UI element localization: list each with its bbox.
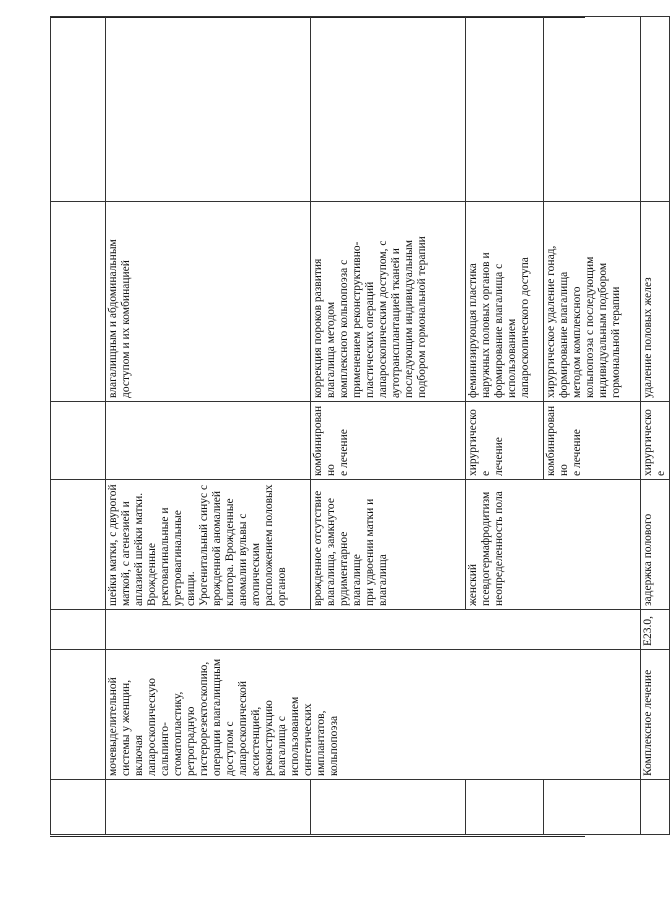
cell xyxy=(641,780,670,835)
cell-treatment-type xyxy=(641,402,670,480)
cell-diagnosis xyxy=(106,480,311,610)
description-text: феминизирующая пластика наружных половых органов и формирование влагалища с использованием лапароскопического доступа xyxy=(467,252,531,398)
diagnosis-text: шейки матки, с двурогой маткой, с агенезией и аплазией шейки матки. Врожденные ректовагинальные и уретровагинальные свищи. Урогенитальный синус с врожденной аномалией клитора. Врожденные аномалии вульвы с атопическим расположением половых органов xyxy=(107,484,288,606)
cell-description xyxy=(311,202,466,402)
treatment-type-text: хирургическое xyxy=(642,409,667,476)
diagnosis-text: врожденное отсутствие влагалища, замкнутое рудиментарное влагалище при удвоении матки и влагалища xyxy=(312,490,389,606)
cell xyxy=(51,402,106,480)
cell-description xyxy=(641,202,670,402)
diagnosis-text: женский псевдогермафродитизм неопределенность пола xyxy=(467,491,505,606)
method-text: мочевыделительной системы у женщин, включая лапароскопическую сальпинго- стоматопластику, ретроградную гистерорезектоскопию, операции влагалищным доступом с лапароскопической ассистенцией, реконструкцию влагалища с использованием синтетических имплантатов, кольпопоэза xyxy=(107,658,340,776)
cell-method xyxy=(106,650,641,780)
cell xyxy=(311,780,466,835)
cell-blank xyxy=(106,17,311,202)
cell xyxy=(466,780,544,835)
description-text: влагалищным и абдоминальным доступом и их комбинацией xyxy=(107,239,132,398)
cell-diagnosis xyxy=(466,480,641,610)
diagnosis-text: задержка полового xyxy=(642,513,654,606)
cell xyxy=(51,780,106,835)
cell-treatment-type xyxy=(544,402,641,480)
description-text: хирургическое удаление гонад, формирование влагалища методом комплексного кольпопоэза с последующим индивидуальным подбором гормональной терапии xyxy=(545,245,622,398)
table-row-section4 xyxy=(641,17,670,835)
code-text: E23.0, xyxy=(642,615,654,646)
cell-blank xyxy=(641,17,670,202)
cell-method xyxy=(641,650,670,780)
cell-code xyxy=(641,610,670,650)
treatment-table xyxy=(50,16,670,835)
cell-code xyxy=(106,610,641,650)
cell-description xyxy=(544,202,641,402)
table-row-top-blank xyxy=(51,17,106,835)
cell-description xyxy=(106,202,311,402)
cell-diagnosis xyxy=(311,480,466,610)
cell xyxy=(51,480,106,610)
cell xyxy=(51,202,106,402)
cell-description xyxy=(466,202,544,402)
cell xyxy=(51,610,106,650)
cell xyxy=(51,650,106,780)
rotated-table-container xyxy=(50,17,667,835)
treatment-type-text: комбинированно е лечение xyxy=(312,405,350,476)
table-row-section1 xyxy=(106,17,311,835)
cell-blank xyxy=(466,17,544,202)
method-text: Комплексное лечение xyxy=(642,669,654,776)
description-text: коррекция пороков развития влагалища методом комплексного кольпопоэза с применением реконструктивно- пластических операций лапароскопическим доступом, с аутотрансплантацией тканей и последующим индивидуальным подбором гормональной терапии xyxy=(312,236,428,398)
cell-treatment-type xyxy=(311,402,466,480)
treatment-type-text: комбинированно е лечение xyxy=(545,405,583,476)
cell xyxy=(51,17,106,202)
cell xyxy=(544,780,641,835)
cell-treatment-type xyxy=(106,402,311,480)
description-text: удаление половых желез xyxy=(642,277,654,398)
cell-treatment-type xyxy=(466,402,544,480)
cell-diagnosis xyxy=(641,480,670,610)
cell-blank xyxy=(311,17,466,202)
cell-blank xyxy=(544,17,641,202)
cell xyxy=(106,780,311,835)
treatment-type-text: хирургическое лечение xyxy=(467,409,505,476)
